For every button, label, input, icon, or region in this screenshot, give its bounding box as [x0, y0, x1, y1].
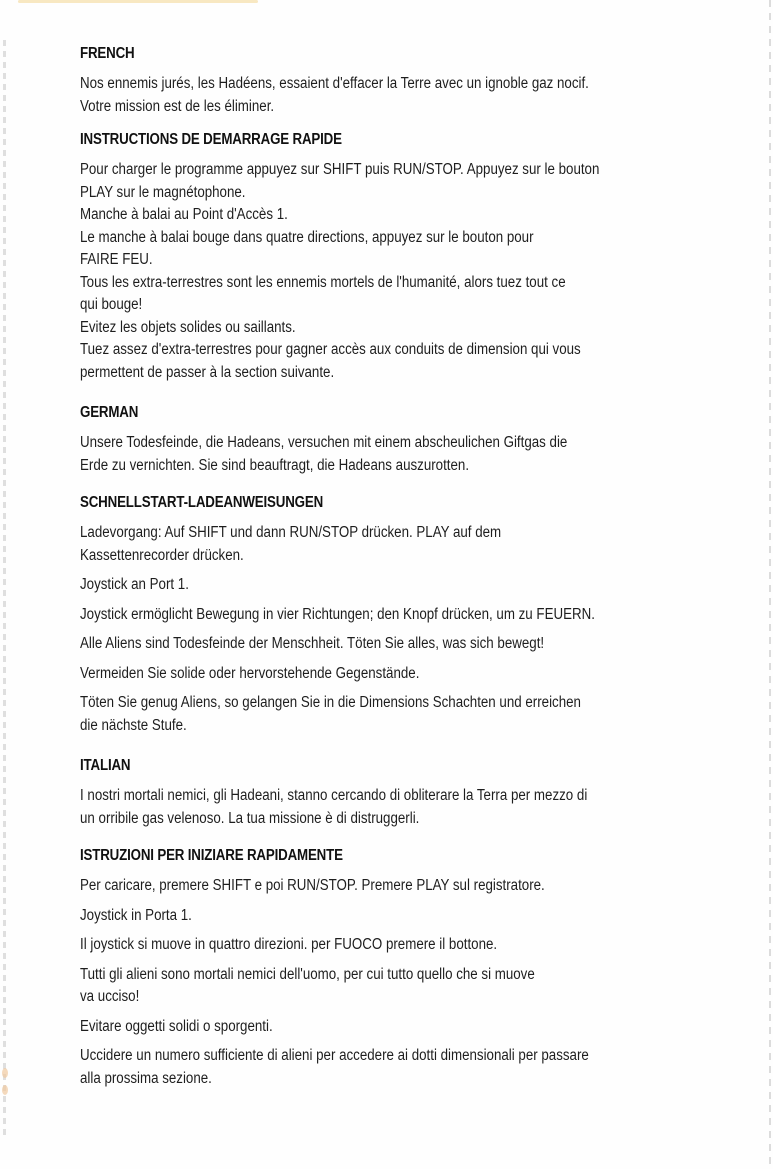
instruction-line: PLAY sur le magnétophone. [80, 183, 246, 201]
instruction-line: Joystick an Port 1. [80, 576, 189, 593]
instructions-heading-french: INSTRUCTIONS DE DEMARRAGE RAPIDE [80, 131, 342, 148]
intro-line: un orribile gas velenoso. La tua missione è di distruggerli. [80, 809, 420, 827]
intro-paragraph [80, 432, 656, 477]
instruction-line: va ucciso! [80, 988, 140, 1005]
intro-line: Erde zu vernichten. Sie sind beauftragt, die Hadeans auszurotten. [80, 456, 470, 474]
section-heading-french: FRENCH [80, 45, 135, 62]
instruction-paragraph [80, 1016, 656, 1039]
instruction-line: Vermeiden Sie solide oder hervorstehende Gegenstände. [80, 664, 420, 682]
instruction-paragraph [80, 875, 656, 898]
instruction-line: Joystick in Porta 1. [80, 906, 192, 924]
instruction-line: Ladevorgang: Auf SHIFT und dann RUN/STOP drücken. PLAY auf dem [80, 524, 502, 541]
instruction-paragraph [80, 964, 656, 1009]
instruction-paragraph [80, 522, 656, 567]
instruction-line: Le manche à balai bouge dans quatre directions, appuyez sur le bouton pour [80, 228, 534, 246]
instruction-line: alla prossima sezione. [80, 1069, 212, 1087]
instruction-line: Joystick ermöglicht Bewegung in vier Richtungen; den Knopf drücken, um zu FEUERN. [80, 605, 595, 623]
paper-stain [2, 1068, 8, 1078]
intro-line: Nos ennemis jurés, les Hadéens, essaient d'effacer la Terre avec un ignoble gaz nocif. [80, 75, 589, 92]
instruction-paragraph [80, 604, 656, 627]
instruction-paragraph [80, 1045, 656, 1090]
instruction-line: Uccidere un numero sufficiente di alieni per accedere ai dotti dimensionali per passare [80, 1047, 589, 1064]
instruction-line: die nächste Stufe. [80, 716, 187, 734]
instruction-line: Manche à balai au Point d'Accès 1. [80, 206, 288, 223]
instruction-line: Töten Sie genug Aliens, so gelangen Sie in die Dimensions Schachten und erreichen [80, 694, 581, 711]
instruction-line: Tutti gli alieni sono mortali nemici dell'uomo, per cui tutto quello che si muove [80, 965, 535, 983]
instructions-heading-german: SCHNELLSTART-LADEANWEISUNGEN [80, 494, 324, 511]
section-heading-german: GERMAN [80, 404, 139, 421]
instruction-line: Tuez assez d'extra-terrestres pour gagner accès aux conduits de dimension qui vous [80, 341, 581, 358]
instruction-paragraph [80, 905, 656, 928]
instruction-line: Pour charger le programme appuyez sur SHIFT puis RUN/STOP. Appuyez sur le bouton [80, 161, 600, 178]
intro-line: I nostri mortali nemici, gli Hadeani, stanno cercando di obliterare la Terra per mezzo di [80, 787, 588, 804]
instruction-line: Evitez les objets solides ou saillants. [80, 318, 296, 336]
page-edge-right [769, 0, 771, 1169]
instruction-paragraph [80, 633, 656, 656]
instruction-paragraph [80, 663, 656, 686]
instruction-line: Per caricare, premere SHIFT e poi RUN/STOP. Premere PLAY sul registratore. [80, 877, 545, 894]
instruction-line: Alle Aliens sind Todesfeinde der Menschheit. Töten Sie alles, was sich bewegt! [80, 635, 545, 652]
instruction-line: Il joystick si muove in quattro direzioni. per FUOCO premere il bottone. [80, 936, 498, 953]
instructions-heading-italian: ISTRUZIONI PER INIZIARE RAPIDAMENTE [80, 847, 343, 864]
section-heading-italian: ITALIAN [80, 757, 131, 774]
page-edge-left [3, 40, 6, 1140]
intro-line: Unsere Todesfeinde, die Hadeans, versuchen mit einem abscheulichen Giftgas die [80, 434, 568, 451]
instruction-line: Kassettenrecorder drücken. [80, 546, 244, 564]
instruction-line: Evitare oggetti solidi o sporgenti. [80, 1017, 273, 1035]
section-italian [80, 757, 656, 1090]
instruction-paragraph [80, 574, 656, 597]
instruction-line: FAIRE FEU. [80, 251, 153, 268]
manual-content [80, 45, 656, 1097]
instruction-line: permettent de passer à la section suivante. [80, 363, 335, 381]
section-german [80, 404, 656, 737]
intro-line: Votre mission est de les éliminer. [80, 97, 275, 115]
paper-stain [18, 0, 258, 3]
section-french [80, 45, 656, 384]
paper-stain [2, 1085, 8, 1095]
instruction-paragraph [80, 692, 656, 737]
instruction-paragraph [80, 934, 656, 957]
instruction-line: Tous les extra-terrestres sont les ennemis mortels de l'humanité, alors tuez tout ce [80, 273, 566, 291]
instruction-line: qui bouge! [80, 296, 143, 313]
intro-paragraph [80, 785, 656, 830]
